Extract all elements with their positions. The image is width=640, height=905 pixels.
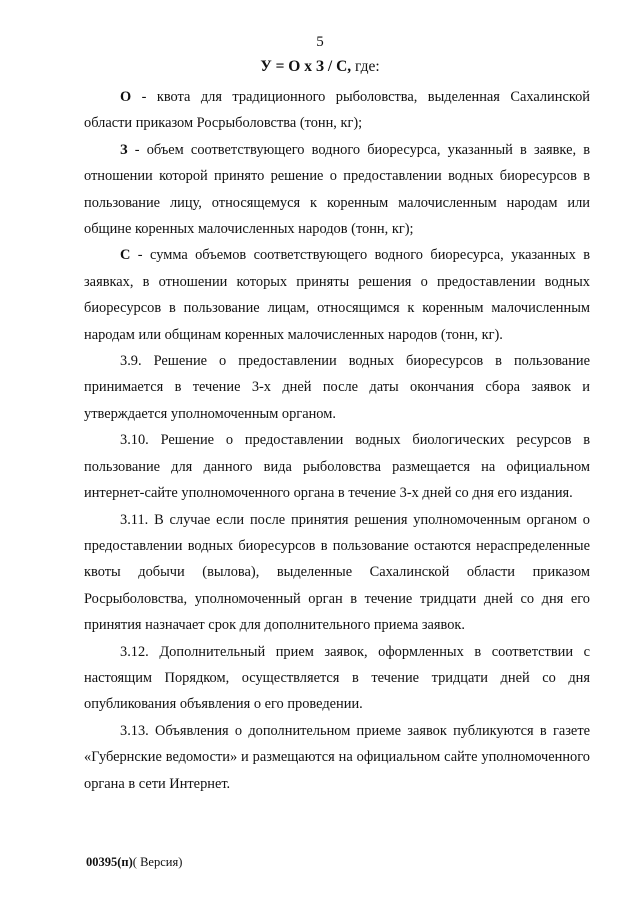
formula-line	[0, 58, 640, 76]
definition-symbol: С	[120, 247, 131, 264]
definition-symbol: З	[120, 141, 128, 158]
paragraph-3-11: 3.11. В случае если после принятия решения уполномоченным органом о предоставлении водных биоресурсов в пользование остаются нераспределенные квоты добычи (вылова), выделенные Сахалинской области приказом Росрыболовства, уполномоченный орган в течение тридцати дней со дня его принятия назначает срок для дополнительного приема заявок.	[84, 511, 590, 634]
page-number: 5	[316, 34, 324, 50]
document-body	[84, 84, 590, 797]
formula-suffix: где:	[351, 58, 380, 75]
definition-text: - сумма объемов соответствующего водного биоресурса, указанных в заявках, в отношении которых приняты решения о предоставлении водных биоресурсов в пользование лицам, относящимся к коренным малочисленным народам или общинам коренных малочисленных народов (тонн, кг).	[84, 247, 590, 343]
definition-symbol: О	[120, 89, 132, 105]
definition-text: - объем соответствующего водного биоресурса, указанный в заявке, в отношении которой принято решение о предоставлении водных биоресурсов в пользование лицу, относящемуся к коренным малочисленным народам или общине коренных малочисленных народов (тонн, кг);	[84, 141, 590, 238]
document-version: ( Версия)	[132, 855, 183, 869]
paragraph-3-10: 3.10. Решение о предоставлении водных биологических ресурсов в пользование для данного вида рыболовства размещается на официальном интернет-сайте уполномоченного органа в течение 3-х дней со дня его издания.	[84, 432, 590, 502]
formula-expression: У = О х З / С,	[260, 58, 352, 75]
definition-o	[84, 84, 590, 137]
paragraph-3-13: 3.13. Объявления о дополнительном приеме заявок публикуются в газете «Губернские ведомости» и размещаются на официальном сайте уполномоченного органа в сети Интернет.	[84, 722, 590, 792]
paragraph-3-12: 3.12. Дополнительный прием заявок, оформленных в соответствии с настоящим Порядком, осуществляется в течение тридцати дней со дня опубликования объявления о его проведении.	[84, 643, 590, 713]
definition-text: - квота для традиционного рыболовства, выделенная Сахалинской области приказом Росрыболовства (тонн, кг);	[84, 89, 590, 132]
document-footer	[86, 855, 182, 870]
definition-s	[84, 242, 590, 348]
document-code: 00395(п)	[86, 855, 133, 869]
definition-z	[84, 137, 590, 243]
paragraph-3-9: 3.9. Решение о предоставлении водных биоресурсов в пользование принимается в течение 3-х дней после даты окончания сбора заявок и утверждается уполномоченным органом.	[84, 353, 590, 422]
